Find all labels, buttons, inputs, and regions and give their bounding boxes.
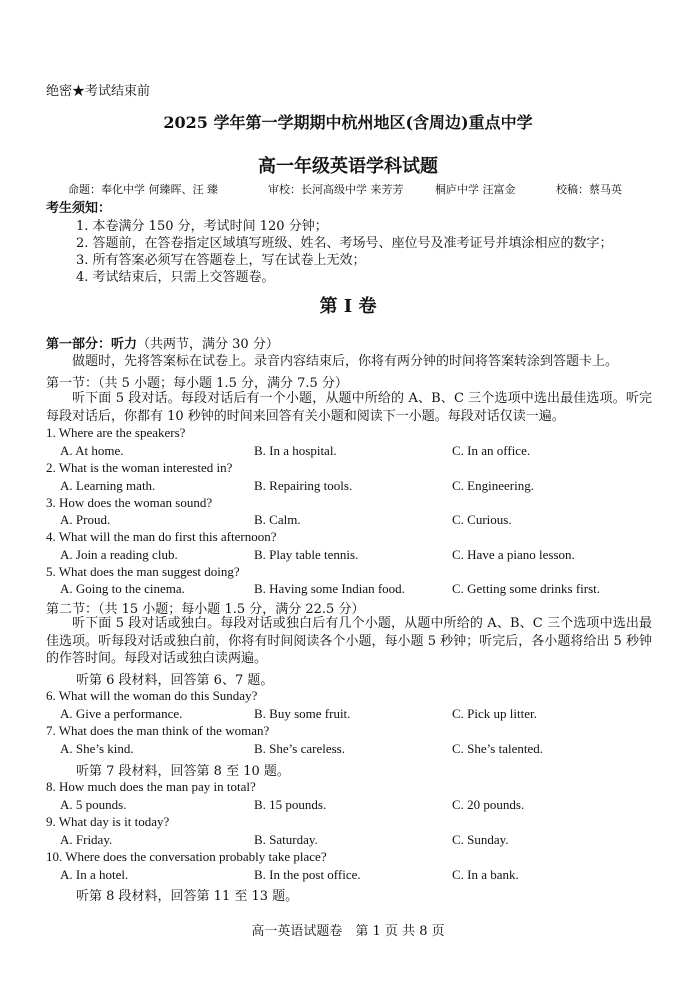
section-2-instructions: 听下面 5 段对话或独白。每段对话或独白后有几个小题，从题中所给的 A、B、C 三个选项中选出最佳选项。听每段对话或独白前，你将有时间阅读各个小题，每小题 5 秒钟；听完后，各小题将给出 5 秒钟的作答时间。每段对话或独白读两遍。 xyxy=(46,616,652,666)
material-note: 听第 8 段材料，回答第 11 至 13 题。 xyxy=(76,889,299,904)
staff-author: 命题：奉化中学 何臻晖、汪 臻 xyxy=(68,183,218,196)
notice-item: 1. 本卷满分 150 分，考试时间 120 分钟； xyxy=(76,219,328,234)
question-text: 1. Where are the speakers? xyxy=(46,425,186,440)
option-b: B. Having some Indian food. xyxy=(254,581,405,596)
part-note: （共两节，满分 30 分） xyxy=(137,337,279,352)
staff-reviewer-2: 桐庐中学 汪富金 xyxy=(435,183,516,196)
option-b: B. In the post office. xyxy=(254,867,361,882)
option-b: B. Repairing tools. xyxy=(254,478,353,493)
option-b: B. Buy some fruit. xyxy=(254,706,351,721)
option-c: C. Getting some drinks first. xyxy=(452,581,601,596)
question-text: 6. What will the woman do this Sunday? xyxy=(46,688,258,703)
option-b: B. Play table tennis. xyxy=(254,547,359,562)
option-a: A. 5 pounds. xyxy=(60,797,127,812)
material-note: 听第 6 段材料，回答第 6、7 题。 xyxy=(76,673,274,688)
question-text: 5. What does the man suggest doing? xyxy=(46,564,240,579)
notice-heading: 考生须知： xyxy=(46,201,112,216)
question-text: 3. How does the woman sound? xyxy=(46,495,213,510)
volume-heading: 第 I 卷 xyxy=(319,296,377,317)
question-text: 10. Where does the conversation probably take place? xyxy=(46,849,327,864)
listening-intro: 做题时，先将答案标在试卷上。录音内容结束后，你将有两分钟的时间将答案转涂到答题卡上。 xyxy=(72,354,619,369)
confidential-label: 绝密★考试结束前 xyxy=(46,84,151,99)
question-text: 9. What day is it today? xyxy=(46,814,170,829)
option-a: A. Going to the cinema. xyxy=(60,581,185,596)
option-b: B. 15 pounds. xyxy=(254,797,327,812)
option-c: C. Have a piano lesson. xyxy=(452,547,575,562)
option-b: B. Calm. xyxy=(254,512,301,527)
option-a: A. At home. xyxy=(60,443,124,458)
option-a: A. Friday. xyxy=(60,832,113,847)
option-b: B. She’s careless. xyxy=(254,741,345,756)
option-a: A. Proud. xyxy=(60,512,111,527)
option-c: C. Engineering. xyxy=(452,478,534,493)
option-c: C. Pick up litter. xyxy=(452,706,537,721)
section-1-heading: 第一节：（共 5 小题；每小题 1.5 分，满分 7.5 分） xyxy=(46,376,348,391)
option-c: C. In an office. xyxy=(452,443,531,458)
part-heading xyxy=(46,333,279,352)
option-c: C. Sunday. xyxy=(452,832,509,847)
page-footer: 高一英语试题卷 第 1 页 共 8 页 xyxy=(251,924,445,939)
question-text: 8. How much does the man pay in total? xyxy=(46,779,256,794)
question-text: 2. What is the woman interested in? xyxy=(46,460,233,475)
staff-proofreader: 校稿：蔡马英 xyxy=(556,183,622,196)
section-1-instructions: 听下面 5 段对话。每段对话后有一个小题，从题中所给的 A、B、C 三个选项中选出最佳选项。听完每段对话后，你都有 10 秒钟的时间来回答有关小题和阅读下一小题。每段对话仅读一遍。 xyxy=(46,391,652,424)
option-c: C. 20 pounds. xyxy=(452,797,525,812)
question-text: 4. What will the man do first this afternoon? xyxy=(46,529,277,544)
exam-subtitle: 高一年级英语学科试题 xyxy=(258,156,438,177)
notice-item: 3. 所有答案必须写在答题卷上，写在试卷上无效； xyxy=(76,253,366,268)
staff-reviewer: 审校：长河高级中学 来芳芳 xyxy=(268,183,404,196)
part-title: 第一部分：听力 xyxy=(46,337,138,352)
question-text: 7. What does the man think of the woman? xyxy=(46,723,270,738)
exam-title: 2025 学年第一学期期中杭州地区(含周边)重点中学 xyxy=(163,113,533,132)
notice-item: 2. 答题前，在答卷指定区域填写班级、姓名、考场号、座位号及准考证号并填涂相应的数字； xyxy=(76,236,613,251)
option-c: C. Curious. xyxy=(452,512,512,527)
section-2-heading: 第二节：（共 15 小题；每小题 1.5 分，满分 22.5 分） xyxy=(46,602,365,617)
option-b: B. Saturday. xyxy=(254,832,318,847)
option-b: B. In a hospital. xyxy=(254,443,337,458)
option-a: A. Learning math. xyxy=(60,478,156,493)
option-a: A. She’s kind. xyxy=(60,741,134,756)
option-a: A. In a hotel. xyxy=(60,867,129,882)
material-note: 听第 7 段材料，回答第 8 至 10 题。 xyxy=(76,764,290,779)
option-a: A. Join a reading club. xyxy=(60,547,178,562)
option-c: C. She’s talented. xyxy=(452,741,543,756)
option-c: C. In a bank. xyxy=(452,867,519,882)
notice-item: 4. 考试结束后，只需上交答题卷。 xyxy=(76,270,275,285)
option-a: A. Give a performance. xyxy=(60,706,183,721)
